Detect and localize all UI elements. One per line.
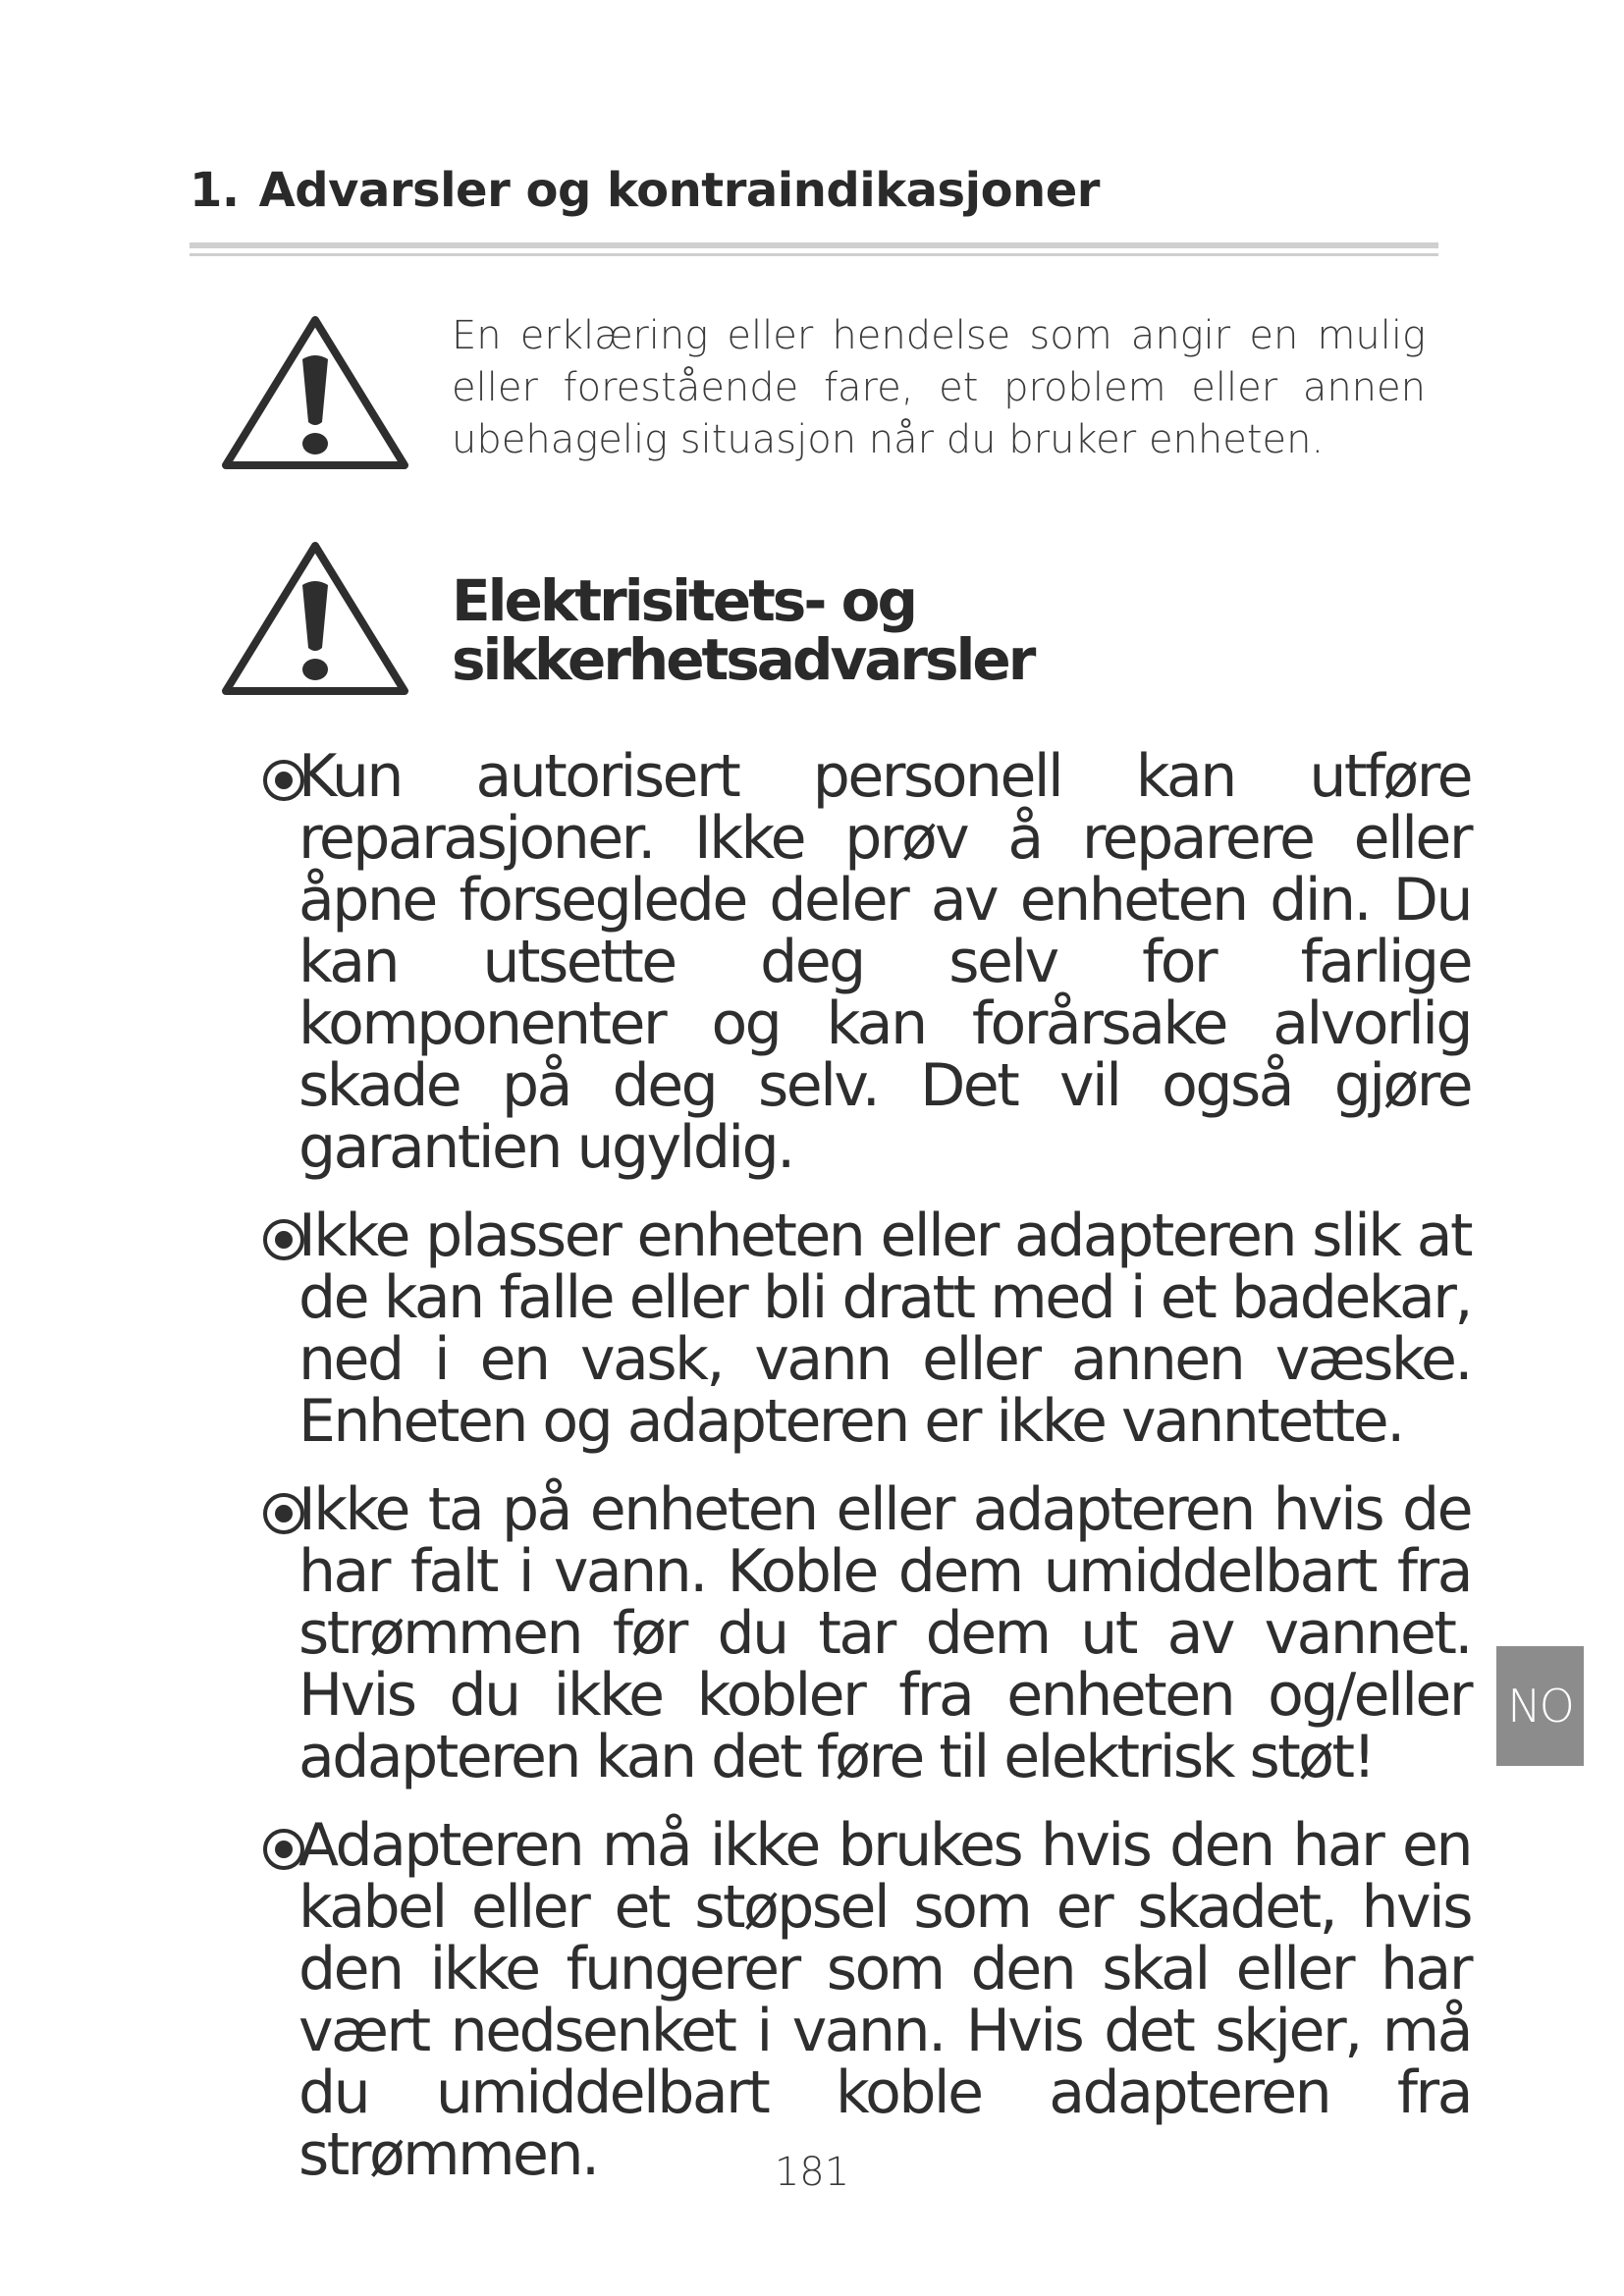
warning-list bbox=[263, 742, 1471, 2213]
section-title-line-1: Elektrisitets- og bbox=[452, 567, 915, 634]
section-title-line-2: sikkerhetsadvarsler bbox=[452, 626, 1034, 693]
section-heading bbox=[189, 163, 1100, 218]
list-item-text: Adapteren må ikke brukes hvis den har en kabel eller et støpsel som er skadet, hvis den ikke fungerer som den skal eller har vært nedsenket i vann. Hvis det skjer, må du umiddelbart koble adapteren fra strømmen. bbox=[298, 1811, 1471, 2189]
heading-number: 1. bbox=[189, 163, 240, 218]
list-item-text: Kun autorisert personell kan utføre reparasjoner. Ikke prøv å reparere eller åpne forseglede deler av enheten din. Du kan utsette deg selv for farlige komponenter og kan forårsake alvorlig skade på deg selv. Det vil også gjøre garantien ugyldig. bbox=[298, 742, 1471, 1182]
bullet-icon bbox=[263, 1219, 304, 1260]
list-item bbox=[263, 742, 1471, 1182]
warning-definition-text: En erklæring eller hendelse som angir en mulig eller forestående fare, et problem eller annen ubehagelig situasjon når du bruker enheten. bbox=[452, 313, 1426, 462]
list-item bbox=[263, 1475, 1471, 1791]
heading-rule-thick bbox=[189, 242, 1438, 248]
language-tab: NO bbox=[1496, 1646, 1584, 1766]
section-title bbox=[452, 567, 1237, 693]
warning-triangle-icon bbox=[218, 538, 412, 703]
heading-title: Advarsler og kontraindikasjoner bbox=[258, 163, 1100, 218]
list-item-text: Ikke plasser enheten eller adapteren slik at de kan falle eller bli dratt med i et badekar, ned i en vask, vann eller annen væske. Enheten og adapteren er ikke vanntette. bbox=[298, 1201, 1471, 1456]
list-item bbox=[263, 1811, 1471, 2189]
bullet-icon bbox=[263, 760, 304, 801]
heading-rule-thin bbox=[189, 253, 1438, 256]
bullet-icon bbox=[263, 1829, 304, 1870]
bullet-icon bbox=[263, 1493, 304, 1534]
list-item bbox=[263, 1201, 1471, 1456]
warning-triangle-icon bbox=[218, 312, 412, 477]
list-item-text: Ikke ta på enheten eller adapteren hvis de har falt i vann. Koble dem umiddelbart fra strømmen før du tar dem ut av vannet. Hvis du ikke kobler fra enheten og/eller adapteren kan det føre til elektrisk støt! bbox=[298, 1475, 1471, 1791]
page-number: 181 bbox=[774, 2150, 850, 2195]
